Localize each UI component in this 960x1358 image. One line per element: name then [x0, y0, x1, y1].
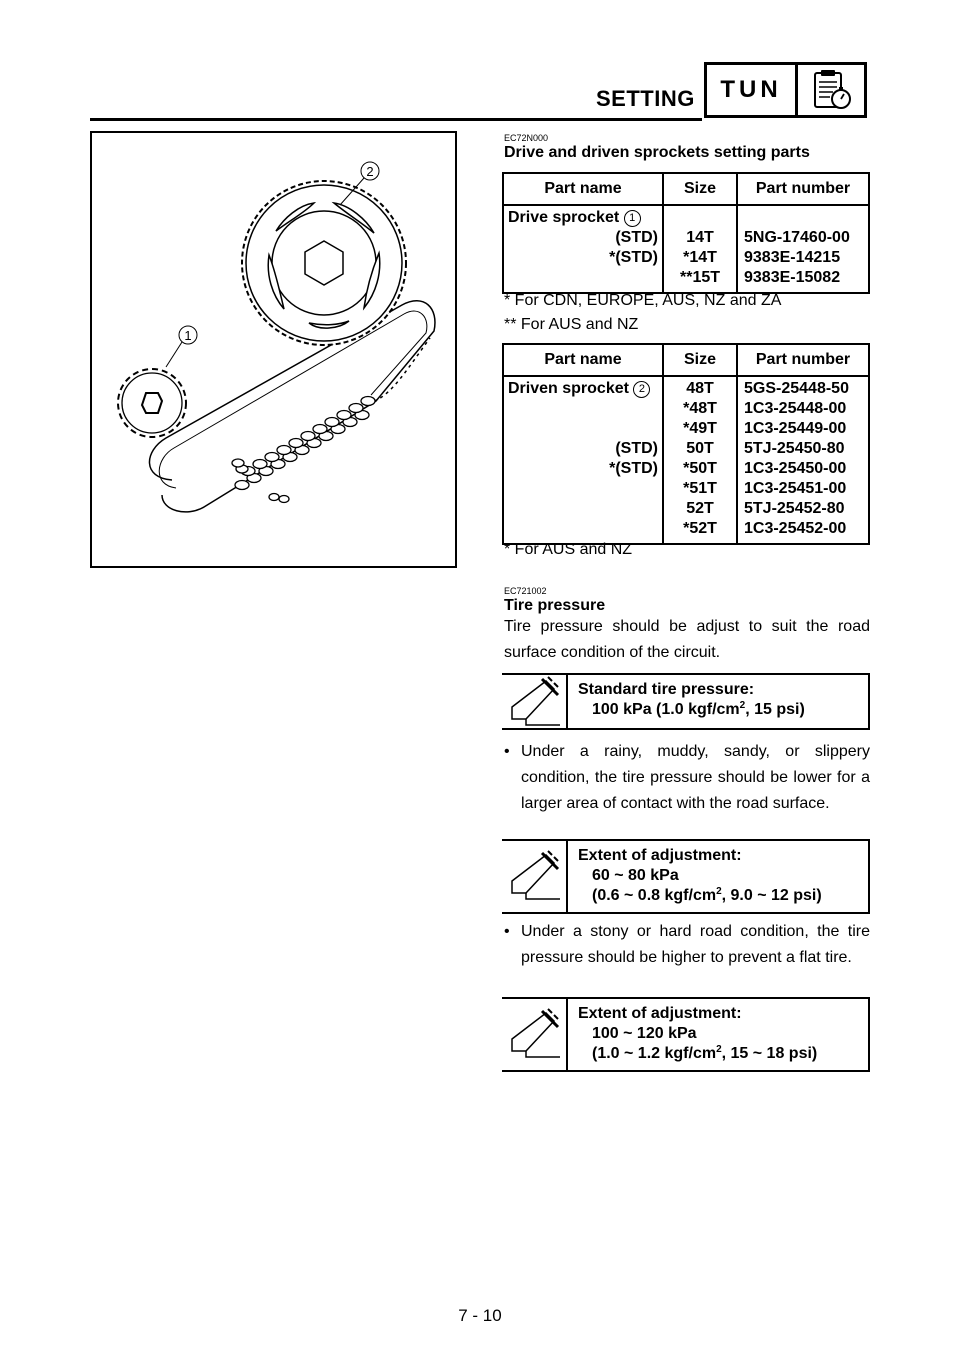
spec-box	[502, 839, 870, 914]
table-header: Part name	[503, 173, 663, 205]
bullet-text: Under a stony or hard road condition, the tire pressure should be higher to prevent a flat tire.	[521, 923, 870, 966]
caliper-gauge-icon	[502, 675, 568, 728]
spec-value: (1.0 ~ 1.2 kgf/$cm^2$, 15 ~ 18 psi)	[592, 1044, 818, 1062]
spec-value: 60 ~ 80 kPa	[592, 867, 679, 884]
section-code: EC72N000	[504, 133, 549, 143]
drive-sprocket-drawing	[118, 369, 186, 437]
spec-value: 100 kPa (1.0 kgf/$cm^2$, 15 psi)	[592, 700, 805, 718]
part-number-cell: 5GS-25448-50 1C3-25448-00 1C3-25449-00 5TJ-25450-80 1C3-25450-00 1C3-25451-00 5TJ-25452-80 1C3-25452-00	[737, 376, 869, 544]
callout-2-label: 2	[366, 164, 374, 179]
spec-box	[502, 997, 870, 1072]
section-title: SETTING	[596, 86, 695, 111]
list-item	[504, 739, 870, 817]
driven-sprocket-table	[502, 343, 870, 545]
table-header: Part number	[737, 344, 869, 376]
driven-sprocket-drawing	[242, 181, 406, 345]
section-heading: Drive and driven sprockets setting parts	[504, 144, 810, 161]
part-name-cell: Driven sprocket 2 (STD) *(STD)	[503, 376, 663, 544]
ref-number: 2	[633, 381, 650, 398]
caliper-gauge-icon	[502, 999, 568, 1070]
section-heading: Tire pressure	[504, 597, 606, 614]
part-name-cell: Drive sprocket 1 (STD) *(STD)	[503, 205, 663, 293]
tab-label: TUN	[707, 65, 798, 115]
caliper-gauge-icon	[502, 841, 568, 912]
footnote: * For CDN, EUROPE, AUS, NZ and ZA	[504, 292, 782, 309]
spec-title: Extent of adjustment:	[578, 1005, 742, 1022]
size-cell: 14T *14T **15T	[663, 205, 737, 293]
header-rule	[90, 118, 702, 121]
spec-box	[502, 673, 870, 730]
chain-links	[232, 397, 375, 503]
page-number: 7 - 10	[458, 1306, 502, 1325]
bullet-icon: •	[504, 743, 510, 760]
spec-value: 100 ~ 120 kPa	[592, 1025, 697, 1042]
stopwatch-clipboard-icon	[798, 65, 864, 115]
callout-1-label: 1	[184, 328, 192, 343]
footnote: * For AUS and NZ	[504, 541, 633, 558]
callout-1	[166, 326, 197, 367]
drive-sprocket-table	[502, 172, 870, 294]
list-item	[504, 919, 870, 971]
intro-paragraph: Tire pressure should be adjust to suit the road surface condition of the circuit.	[504, 618, 870, 661]
spec-title: Extent of adjustment:	[578, 847, 742, 864]
sprocket-figure	[90, 131, 457, 568]
bullet-icon: •	[504, 923, 510, 940]
part-number-cell: 5NG-17460-00 9383E-14215 9383E-15082	[737, 205, 869, 293]
header-tab-box	[704, 62, 867, 118]
bullet-text: Under a rainy, muddy, sandy, or slippery condition, the tire pressure should be lower for a larger area of contact with the road surface.	[521, 743, 870, 812]
spec-title: Standard tire pressure:	[578, 681, 755, 698]
table-header: Size	[663, 173, 737, 205]
ref-number: 1	[624, 210, 641, 227]
table-header: Part number	[737, 173, 869, 205]
table-header: Size	[663, 344, 737, 376]
table-header: Part name	[503, 344, 663, 376]
section-code: EC721002	[504, 586, 547, 596]
footnote: ** For AUS and NZ	[504, 316, 639, 333]
size-cell: 48T *48T *49T 50T *50T *51T 52T *52T	[663, 376, 737, 544]
spec-value: (0.6 ~ 0.8 kgf/$cm^2$, 9.0 ~ 12 psi)	[592, 886, 822, 904]
